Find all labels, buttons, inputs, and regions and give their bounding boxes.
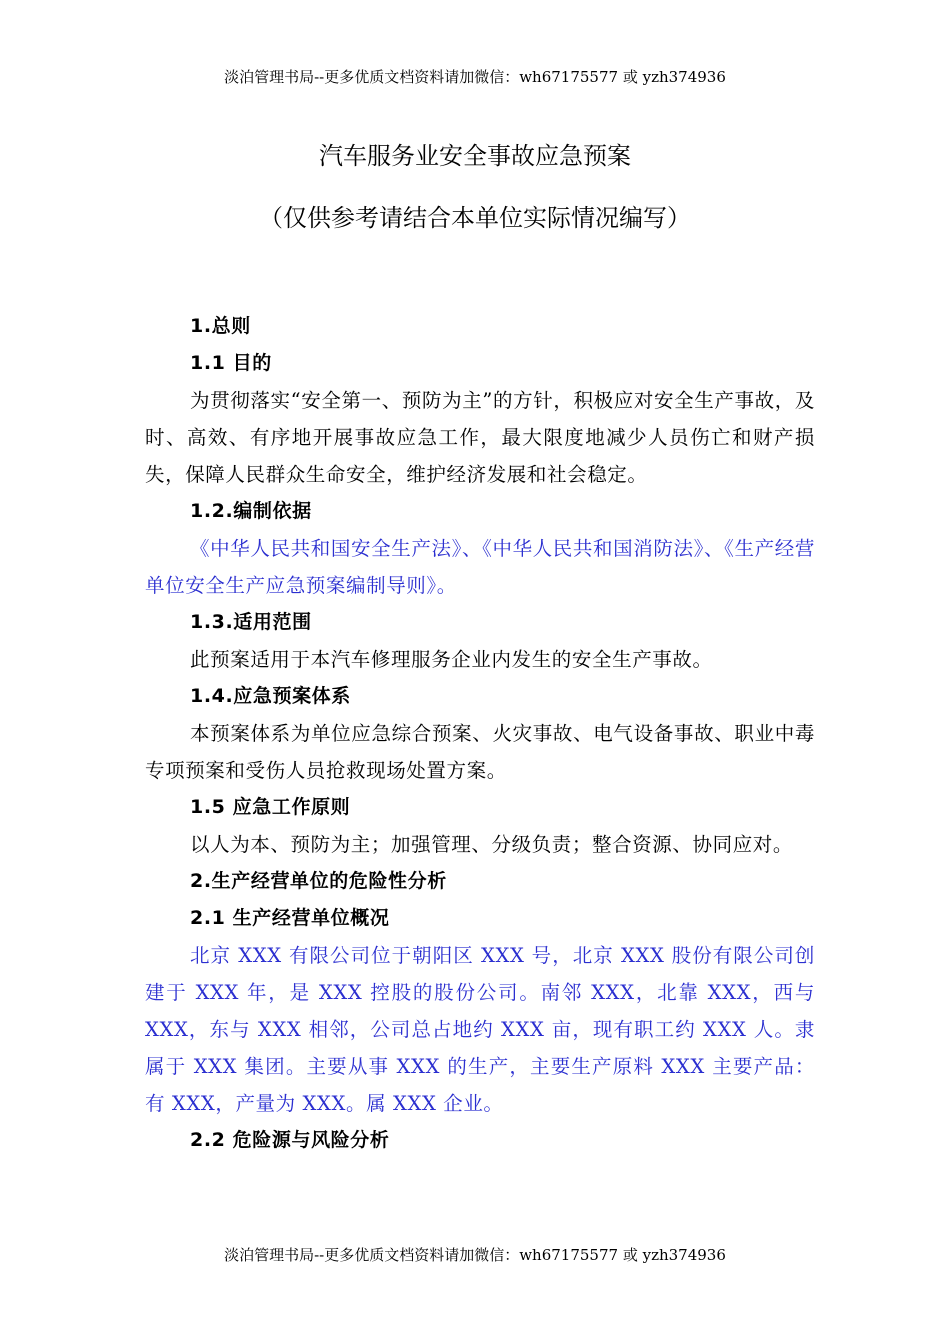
paragraph-scope: 此预案适用于本汽车修理服务企业内发生的安全生产事故。 — [190, 648, 713, 671]
paragraph-unit-overview: 北京 XXX 有限公司位于朝阳区 XXX 号，北京 XXX 股份有限公司创建于 XXX 年，是 XXX 控股的股份公司。南邻 XXX，北靠 XXX，西与 XXX，东与 XXX 相邻，公司总占地约 XXX 亩，现有职工约 XXX 人。隶属于 XXX 集团。主要从事 XXX 的生产，主要生产原料 XXX 主要产品：有 XXX，产量为 XXX。属 XXX 企业。 — [145, 944, 815, 1115]
document-subtitle: （仅供参考请结合本单位实际情况编写） — [259, 204, 691, 232]
heading-basis: 1.2.编制依据 — [190, 500, 312, 522]
heading-purpose: 1.1 目的 — [190, 352, 272, 374]
document-body — [145, 308, 815, 1159]
heading-unit-overview: 2.1 生产经营单位概况 — [190, 907, 390, 929]
paragraph-principles: 以人为本、预防为主；加强管理、分级负责；整合资源、协同应对。 — [190, 833, 794, 856]
document-title: 汽车服务业安全事故应急预案 — [319, 142, 631, 170]
paragraph-basis: 《中华人民共和国安全生产法》、《中华人民共和国消防法》、《生产经营单位安全生产应急预案编制导则》。 — [145, 537, 815, 597]
paragraph-purpose: 为贯彻落实“安全第一、预防为主”的方针，积极应对安全生产事故，及时、高效、有序地开展事故应急工作，最大限度地减少人员伤亡和财产损失，保障人民群众生命安全，维护经济发展和社会稳定。 — [145, 389, 815, 486]
heading-principles: 1.5 应急工作原则 — [190, 796, 351, 818]
heading-hazard-sources: 2.2 危险源与风险分析 — [190, 1129, 390, 1151]
page-header-text: 淡泊管理书局--更多优质文档资料请加微信：wh67175577 或 yzh374936 — [224, 68, 726, 86]
heading-risk-analysis: 2.生产经营单位的危险性分析 — [190, 870, 447, 892]
heading-scope: 1.3.适用范围 — [190, 611, 312, 633]
heading-plan-system: 1.4.应急预案体系 — [190, 685, 351, 707]
heading-general: 1.总则 — [190, 315, 251, 337]
page-footer-text: 淡泊管理书局--更多优质文档资料请加微信：wh67175577 或 yzh374936 — [224, 1246, 726, 1264]
paragraph-plan-system: 本预案体系为单位应急综合预案、火灾事故、电气设备事故、职业中毒专项预案和受伤人员抢救现场处置方案。 — [145, 722, 815, 782]
